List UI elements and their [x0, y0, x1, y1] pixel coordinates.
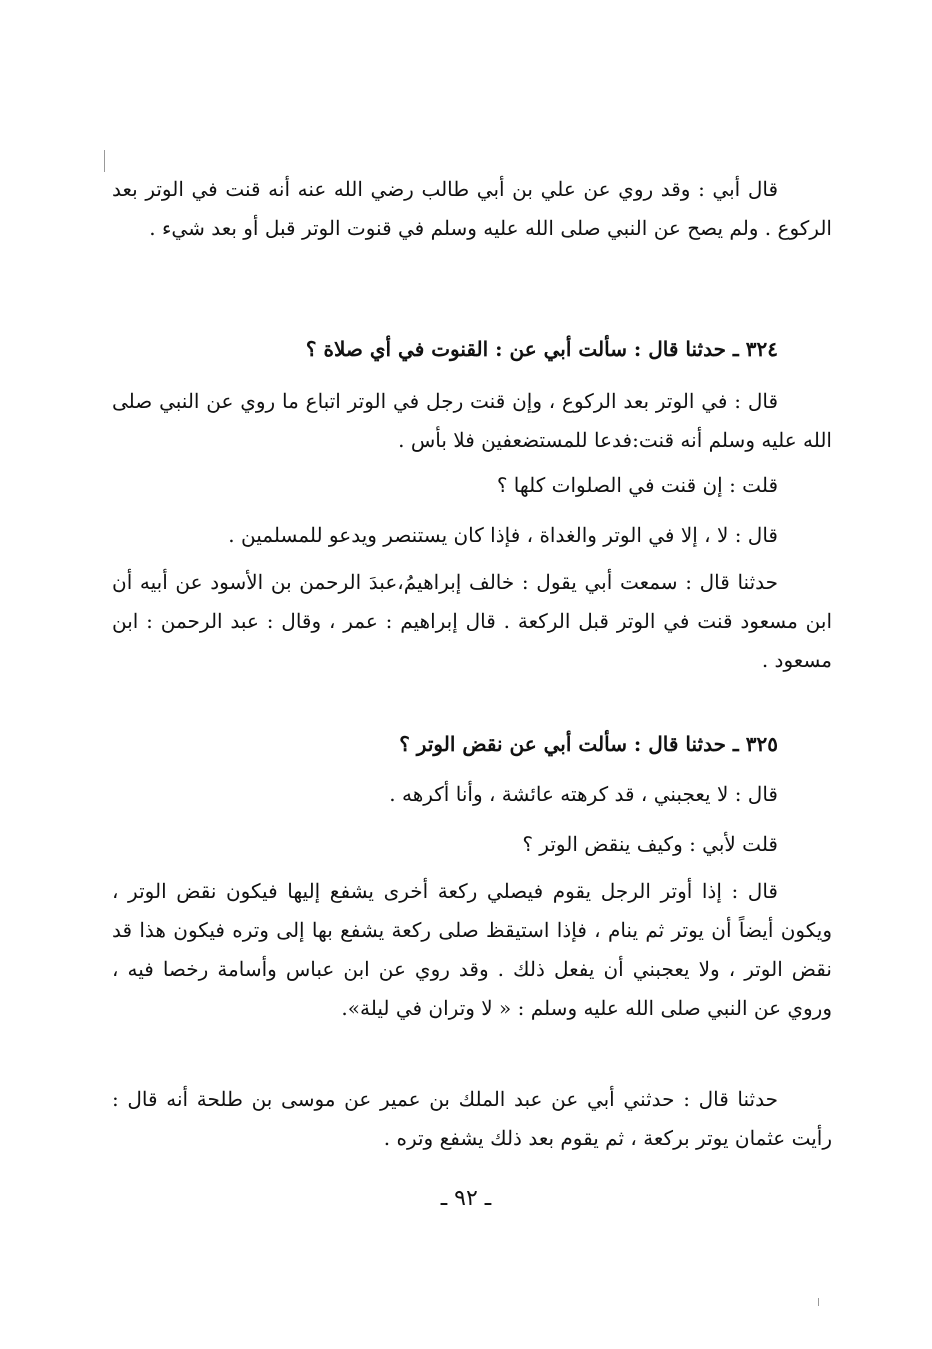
- paragraph-text: قال أبي : وقد روي عن علي بن أبي طالب رضي الله عنه أنه قنت في الوتر بعد الركوع . ولم يصح عن النبي صلى الله عليه وسلم في قنوت الوتر قبل أو بعد شيء .: [112, 177, 832, 240]
- paragraph-text: حدثنا قال : حدثني أبي عن عبد الملك بن عمير عن موسى بن طلحة أنه قال : رأيت عثمان يوتر بركعة ، ثم يقوم بعد ذلك يشفع وتره .: [112, 1087, 832, 1150]
- heading-325: [112, 725, 832, 764]
- section-heading: ٣٢٥ ـ حدثنا قال : سألت أبي عن نقض الوتر ؟: [399, 732, 778, 756]
- margin-mark: [104, 150, 105, 172]
- paragraph-8: [112, 872, 832, 1028]
- paragraph-5: [112, 563, 832, 680]
- paragraph-text: قال : لا يعجبني ، قد كرهته عائشة ، وأنا أكرهه .: [389, 782, 778, 806]
- paragraph-9: [112, 1080, 832, 1158]
- paragraph-text: قلت : إن قنت في الصلوات كلها ؟: [496, 473, 778, 497]
- margin-mark: [818, 1298, 819, 1306]
- paragraph-3: [112, 466, 832, 505]
- page-number: ـ ٩٢ ـ: [440, 1186, 492, 1211]
- paragraph-text: قلت لأبي : وكيف ينقض الوتر ؟: [522, 832, 778, 856]
- paragraph-7: [112, 825, 832, 864]
- paragraph-text: قال : لا ، إلا في الوتر والغداة ، فإذا كان يستنصر ويدعو للمسلمين .: [228, 523, 778, 547]
- paragraph-2: [112, 382, 832, 460]
- paragraph-4: [112, 516, 832, 555]
- section-heading: ٣٢٤ ـ حدثنا قال : سألت أبي عن : القنوت في أي صلاة ؟: [305, 337, 778, 361]
- paragraph-text: حدثنا قال : سمعت أبي يقول : خالف إبراهيمُ،عبدَ الرحمن بن الأسود عن أبيه أن ابن مسعود قنت في الوتر قبل الركعة . قال إبراهيم : عمر ، وقال : عبد الرحمن : ابن مسعود .: [112, 570, 832, 672]
- paragraph-text: قال : في الوتر بعد الركوع ، وإن قنت رجل في الوتر اتباع ما روي عن النبي صلى الله عليه وسلم أنه قنت:فدعا للمستضعفين فلا بأس .: [112, 389, 832, 452]
- paragraph-1: [112, 170, 832, 248]
- heading-324: [112, 330, 832, 369]
- paragraph-6: [112, 775, 832, 814]
- paragraph-text: قال : إذا أوتر الرجل يقوم فيصلي ركعة أخرى يشفع إليها فيكون نقض الوتر ، ويكون أيضاً أن يوتر ثم ينام ، فإذا استيقظ صلى ركعة يشفع بها إلى وتره فيكون هذا قد نقض الوتر ، ولا يعجبني أن يفعل ذلك . وقد روي عن ابن عباس وأسامة رخصا فيه ، وروي عن النبي صلى الله عليه وسلم : « لا وتران في ليلة».: [112, 879, 832, 1020]
